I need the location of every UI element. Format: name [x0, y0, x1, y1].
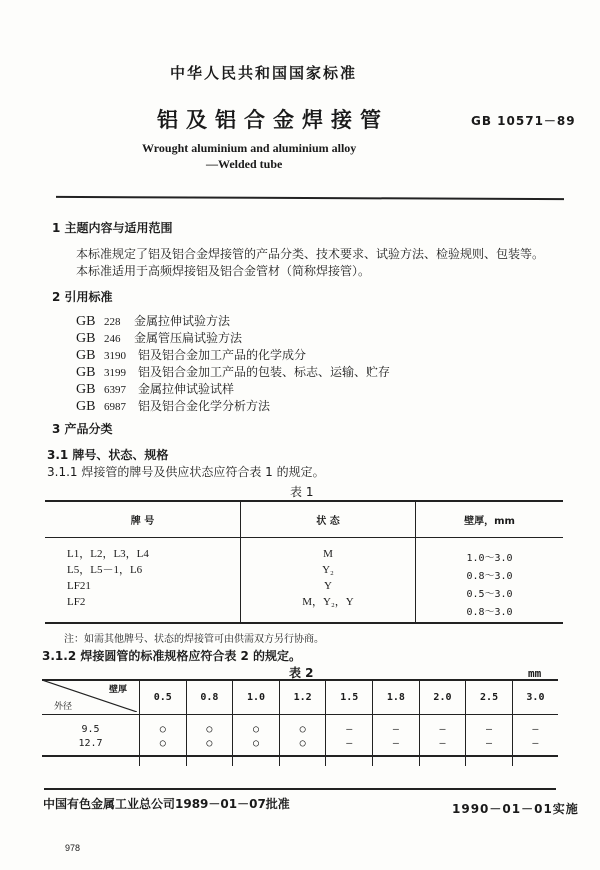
table-1-grade: LF2 [67, 596, 86, 608]
table-1-bottom-rule [45, 622, 563, 624]
table-1-temper: M，Y₂，Y [302, 596, 354, 608]
table-1-temper: M [323, 548, 333, 560]
ref-prefix: GB [76, 314, 96, 329]
table-2-col-header: 3.0 [512, 680, 558, 715]
table-2-cell [233, 715, 280, 767]
page-number: 978 [65, 843, 81, 853]
section-1-para-1: 本标准规定了铝及铝合金焊接管的产品分类、技术要求、试验方法、检验规则、包装等。 [76, 247, 545, 261]
table-1-grade: L1，L2，L3，L4 [67, 548, 149, 560]
ref-prefix: GB [76, 399, 96, 414]
table-1-grade: L5，L5－1，L6 [67, 564, 143, 576]
section-3-1-2-text: 3.1.2 焊接圆管的标准规格应符合表 2 的规定。 [42, 649, 302, 663]
reference-item [76, 312, 390, 329]
available-mark: ○ [206, 738, 213, 749]
table-1-caption: 表 1 [290, 485, 314, 499]
corner-outer-diameter-label: 外径 [54, 702, 73, 712]
section-2-heading: 2 引用标准 [52, 290, 113, 304]
table-1-grade: LF21 [67, 580, 91, 592]
ref-prefix: GB [76, 382, 96, 397]
table-1-temper: Y₂ [322, 564, 334, 576]
unavailable-mark: — [532, 724, 539, 735]
available-mark: ○ [206, 724, 213, 735]
available-mark: ○ [299, 738, 306, 749]
table-2-od-cell [42, 715, 140, 767]
available-mark: ○ [253, 724, 260, 735]
ref-prefix: GB [76, 348, 96, 363]
table-2-bottom-rule [42, 755, 558, 757]
ref-number: 3199 [104, 367, 126, 379]
reference-item [76, 346, 390, 363]
table-1-thickness: 0.5～3.0 [466, 589, 513, 600]
unavailable-mark: — [392, 724, 399, 735]
table-2-data-row [42, 715, 558, 767]
reference-item [76, 329, 390, 346]
standard-code: GB 10571－89 [471, 114, 576, 128]
unavailable-mark: — [439, 724, 446, 735]
unavailable-mark: — [439, 738, 446, 749]
english-title-line2: —Welded tube [206, 157, 283, 171]
ref-title: 铝及铝合金化学分析方法 [138, 399, 271, 413]
document-title: 铝及铝合金焊接管 [157, 108, 389, 132]
table-2-col-header: 0.5 [140, 680, 187, 715]
available-mark: ○ [299, 724, 306, 735]
effective-date: 1990－01－01实施 [452, 802, 579, 816]
standard-org-title: 中华人民共和国国家标准 [170, 64, 358, 82]
section-1-heading: 1 主题内容与适用范围 [52, 221, 173, 235]
unavailable-mark: — [346, 724, 353, 735]
ref-title: 铝及铝合金加工产品的包装、标志、运输、贮存 [138, 365, 391, 379]
ref-number: 246 [104, 333, 121, 345]
table-2-cell [512, 715, 558, 767]
table-2-col-header: 0.8 [186, 680, 233, 715]
table-1-thickness-cell [416, 538, 564, 624]
ref-number: 228 [104, 316, 121, 328]
unavailable-mark: — [392, 738, 399, 749]
table-1-header-temper: 状 态 [241, 502, 416, 538]
available-mark: ○ [253, 738, 260, 749]
ref-title: 金属管压扁试验方法 [134, 331, 243, 345]
unavailable-mark: — [486, 738, 493, 749]
english-title-line1: Wrought aluminium and aluminium alloy [142, 141, 357, 155]
unavailable-mark: — [346, 738, 353, 749]
table-2-caption: 表 2 [289, 666, 314, 680]
ref-number: 6397 [104, 384, 126, 396]
table-1 [45, 502, 563, 624]
table-1-thickness: 0.8～3.0 [466, 607, 513, 618]
reference-item [76, 363, 390, 380]
reference-list [76, 312, 390, 414]
available-mark: ○ [159, 724, 166, 735]
outer-diameter-value: 12.7 [78, 738, 103, 749]
table-1-note: 注：如需其他牌号、状态的焊接管可由供需双方另行协商。 [64, 634, 324, 645]
ref-number: 6987 [104, 401, 126, 413]
table-2-cell [466, 715, 513, 767]
table-2-cell [279, 715, 326, 767]
table-2-cell [140, 715, 187, 767]
table-2-col-header: 2.5 [466, 680, 513, 715]
table-2-col-header: 1.8 [373, 680, 420, 715]
section-3-1-1-text: 3.1.1 焊接管的牌号及供应状态应符合表 1 的规定。 [47, 465, 325, 479]
approval-statement: 中国有色金属工业总公司1989－01－07批准 [43, 797, 290, 811]
section-3-1-heading: 3.1 牌号、状态、规格 [47, 448, 169, 462]
table-2-unit: mm [528, 667, 542, 680]
available-mark: ○ [159, 738, 166, 749]
ref-title: 铝及铝合金加工产品的化学成分 [138, 348, 307, 362]
table-2-col-header: 1.0 [233, 680, 280, 715]
table-1-thickness: 1.0～3.0 [466, 553, 513, 564]
outer-diameter-value: 9.5 [81, 724, 100, 735]
table-2-col-header: 1.5 [326, 680, 373, 715]
ref-title: 金属拉伸试验试样 [138, 382, 235, 396]
table-2-col-header: 2.0 [419, 680, 466, 715]
unavailable-mark: — [532, 738, 539, 749]
ref-prefix: GB [76, 365, 96, 380]
table-2-cell [419, 715, 466, 767]
unavailable-mark: — [486, 724, 493, 735]
header-divider [56, 196, 564, 200]
table-1-tempers-cell [241, 538, 416, 624]
ref-number: 3190 [104, 350, 126, 362]
table-1-header-grade: 牌 号 [45, 502, 241, 538]
ref-prefix: GB [76, 331, 96, 346]
ref-title: 金属拉伸试验方法 [134, 314, 231, 328]
table-1-thickness: 0.8～3.0 [466, 571, 513, 582]
table-2-corner-cell [42, 680, 140, 715]
table-2 [42, 680, 558, 766]
footer-divider [44, 788, 556, 790]
table-1-grades-cell [45, 538, 241, 624]
table-1-temper: Y [324, 580, 332, 592]
section-3-heading: 3 产品分类 [52, 422, 113, 436]
table-1-header-thickness: 壁厚，mm [416, 502, 564, 538]
section-1-para-2: 本标准适用于高频焊接铝及铝合金管材（简称焊接管）。 [76, 264, 371, 278]
corner-wall-thickness-label: 壁厚 [108, 685, 127, 695]
reference-item [76, 380, 390, 397]
table-2-cell [326, 715, 373, 767]
reference-item [76, 397, 390, 414]
table-2-cell [186, 715, 233, 767]
table-2-col-header: 1.2 [279, 680, 326, 715]
table-2-cell [373, 715, 420, 767]
